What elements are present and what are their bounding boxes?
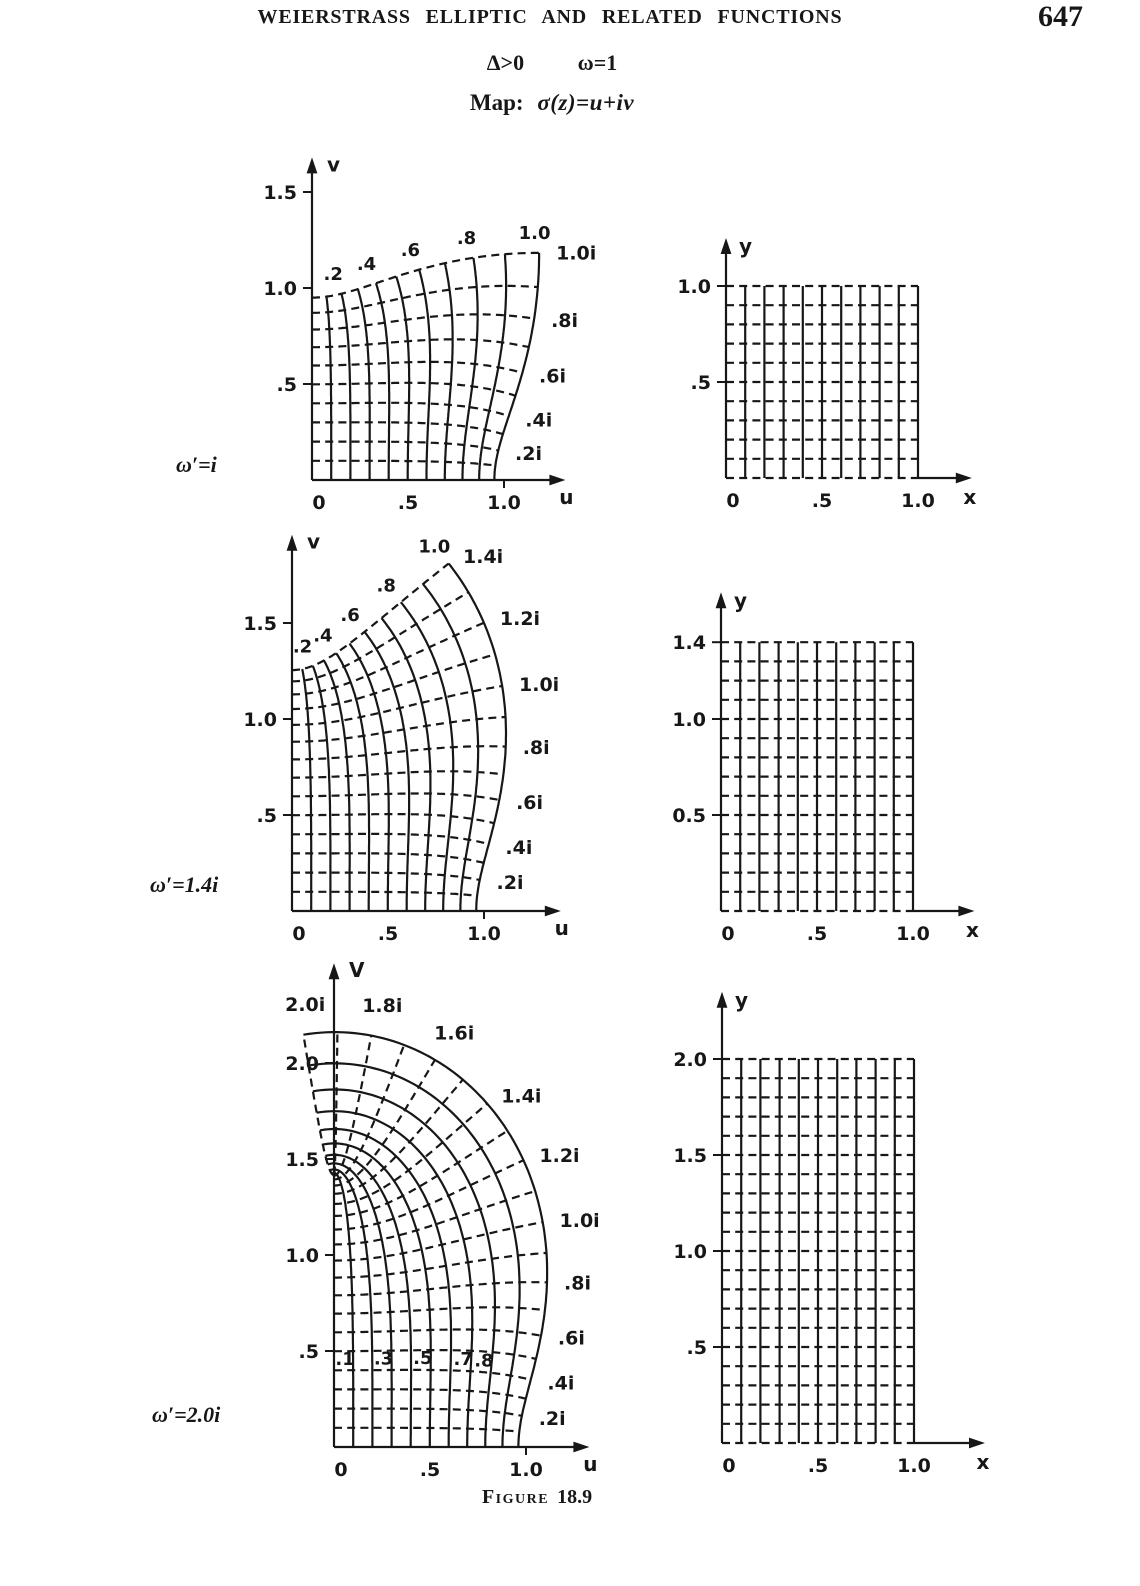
v-tick-label: 1.0 [263,278,297,300]
u-tick-label: 1.0 [487,492,521,514]
y-tick-label: 0.5 [672,805,706,827]
x-tick-label: .5 [806,923,828,945]
dashed-curve-label: .2i [496,872,524,894]
axis-arrowhead [721,238,732,254]
axis-arrowhead [716,592,727,608]
solid-curve-label: 1.0 [518,222,551,244]
solid-curve-label: .4 [313,625,333,647]
y-tick-label: 1.4 [672,632,706,655]
u-axis-label: u [554,916,569,940]
map-equation-prefix: Map: [469,90,524,115]
axis-arrowhead [549,475,565,486]
u-tick-label: 0 [334,1459,348,1481]
axis-arrowhead [545,906,561,917]
sigma-curve-imz-0.7 [312,339,529,347]
sigma-curve-imz-0.8 [334,1282,547,1295]
v-tick-label: 1.5 [243,613,277,635]
x-tick-label: 1.0 [897,1455,931,1477]
v-tick-label: .5 [256,805,277,827]
dashed-curve-label: 1.4i [463,546,504,568]
sigma-curve-imz-0.9 [334,1253,547,1278]
u-tick-label: .5 [397,492,419,514]
domain-grid-plot-1 [672,588,979,945]
domain-grid-plot-2 [673,988,989,1477]
v-tick-label: 1.0 [285,1245,319,1267]
solid-curve-label: .2 [292,636,313,658]
sigma-curve-imz-0.4 [312,403,509,416]
v-axis-label: V [349,958,365,983]
v-tick-label: 2.0 [285,1053,319,1075]
solid-curve-label: .5 [413,1348,433,1370]
u-tick-label: 1.0 [467,923,501,945]
sigma-curve-imz-0.8 [292,746,506,759]
solid-curve-label: .4 [356,253,377,275]
sigma-curve-rez-0.2 [313,666,331,911]
solid-curve-label: .7 [453,1349,473,1371]
page-header-title: WEIERSTRASS ELLIPTIC AND RELATED FUNCTIONS [257,6,843,28]
y-tick-label: 1.0 [673,1241,707,1263]
u-tick-label: 0 [292,923,306,945]
axis-arrowhead [717,992,728,1008]
sigma-curve-rez-0.6 [419,270,430,480]
u-tick-label: 1.0 [509,1459,543,1481]
map-plot-1 [243,530,569,945]
y-tick-label: .5 [686,1337,707,1359]
axis-arrowhead [956,473,972,484]
y-tick-label: 1.0 [672,709,706,731]
dashed-curve-label: .2i [515,443,542,465]
x-axis-label: x [965,918,979,942]
x-tick-label: .5 [807,1455,829,1477]
y-axis-label: y [739,234,753,258]
dashed-curve-label: 1.4i [501,1085,542,1108]
sigma-curve-imz-0.5 [312,383,516,396]
y-tick-label: 1.5 [673,1145,707,1167]
dashed-curve-label: .2i [538,1407,566,1430]
solid-curve-label: .6 [340,604,360,626]
solid-curve-label: .2 [323,264,343,285]
v-tick-label: 1.5 [285,1149,319,1171]
solid-curve-label: .3 [373,1348,394,1370]
axis-arrowhead [329,963,340,979]
sigma-curve-rez-0.4 [376,283,389,480]
row-label-omega-prime-2-0i: ω′=2.0i [152,1402,221,1427]
x-tick-label: 1.0 [901,490,935,512]
sigma-curve-rez-0.2 [342,294,351,480]
sigma-curve-imz-0.1 [292,892,477,896]
sigma-curve-rez-0.1 [326,297,331,480]
y-axis-label: y [735,987,749,1012]
sigma-curve-rez-0.7 [445,263,453,480]
dashed-curve-label: .8i [564,1272,591,1295]
sigma-curve-imz-0.5 [334,1350,536,1359]
y-axis-label: y [734,588,748,613]
solid-curve-label: .1 [335,1348,355,1370]
sigma-curve-imz-1.4 [292,564,449,671]
v-tick-label: .5 [276,374,297,396]
map-equation-formula: σ(z)=u+iv [537,90,635,115]
sigma-curve-imz-0.6 [292,793,499,800]
axis-arrowhead [287,535,298,551]
sigma-curve-imz-0.2 [334,1409,522,1416]
dashed-curve-label: .6i [516,791,544,814]
y-tick-label: .5 [690,372,711,394]
sigma-curve-imz-0.6 [334,1330,541,1336]
sigma-curve-imz-0.1 [312,461,495,466]
solid-curve-label: .8 [456,227,477,249]
x-tick-label: 0 [726,490,740,512]
dashed-curve-label: 1.0i [519,673,560,696]
sigma-curve-imz-0.7 [334,1307,545,1313]
sigma-curve-rez-0.3 [328,1163,392,1447]
dashed-curve-label: 1.0i [556,242,597,265]
y-tick-label: 1.0 [677,276,711,298]
omega-condition: ω=1 [577,50,618,75]
x-tick-label: .5 [811,490,833,512]
solid-curve-label: .6 [400,240,421,262]
axis-arrowhead [307,157,318,173]
x-axis-label: x [963,485,977,509]
sigma-curve-imz-0.2 [292,873,480,880]
v-axis-label: v [307,529,321,554]
sigma-dashed-curves-1 [292,564,506,896]
sigma-curve-imz-0.2 [312,442,498,451]
domain-grid-plot-0 [677,234,976,512]
solid-curve-label: .8 [376,575,396,597]
dashed-curve-label: .4i [525,409,553,432]
dashed-curve-label: 2.0i [285,994,326,1016]
sigma-curve-rez-0.1 [302,669,311,911]
u-axis-label: u [559,485,574,509]
v-tick-label: 1.0 [243,709,277,731]
dashed-curve-label: .6i [539,365,566,388]
row-label-omega-prime-1-4i: ω′=1.4i [150,872,219,897]
dashed-curve-label: 1.2i [539,1145,580,1168]
axis-arrowhead [958,906,974,917]
u-tick-label: .5 [419,1459,441,1481]
dashed-curve-label: 1.6i [434,1022,475,1045]
map-plot-0 [263,152,596,514]
y-tick-label: 2.0 [673,1049,707,1071]
sigma-curve-imz-0.4 [334,1370,531,1380]
u-tick-label: 0 [312,492,326,514]
dashed-curve-label: 1.8i [362,995,403,1018]
v-tick-label: 1.5 [263,182,297,204]
axis-arrowhead [573,1442,589,1453]
solid-curve-label: .8 [474,1350,494,1372]
solid-curve-label: 1.0 [418,536,451,558]
x-tick-label: 0 [721,923,735,945]
page-number: 647 [1038,0,1083,33]
delta-condition: Δ>0 [486,50,525,75]
axis-arrowhead [969,1438,985,1449]
dashed-curve-label: 1.2i [499,608,541,630]
x-tick-label: 1.0 [896,923,930,945]
v-axis-label: v [327,152,341,177]
dashed-curve-label: .8i [551,310,579,333]
figure-caption-number: 18.9 [557,1486,593,1508]
domain-horizontal-lines-2 [722,1059,914,1443]
map-plot-2 [285,958,600,1481]
sigma-curve-rez-0.5 [396,277,409,481]
x-axis-label: x [976,1450,990,1474]
dashed-curve-label: .4i [547,1372,575,1395]
u-axis-label: u [583,1452,598,1476]
sigma-curve-imz-0.1 [334,1428,519,1432]
sigma-curve-imz-0.5 [292,814,494,823]
v-tick-label: .5 [298,1341,319,1363]
figure-caption [387,1486,687,1509]
figure-caption-word: Figure [481,1486,550,1508]
sigma-solid-curves-0 [323,253,539,480]
x-tick-label: 0 [722,1455,736,1477]
sigma-curve-imz-0.6 [312,362,522,373]
sigma-curve-imz-0.4 [292,834,489,844]
dashed-curve-label: .8i [522,736,550,759]
sigma-solid-curves-1 [302,564,506,912]
dashed-curve-label: .6i [557,1327,585,1350]
sigma-curve-imz-0.7 [292,771,503,777]
dashed-curve-label: 1.0i [559,1210,600,1232]
u-tick-label: .5 [377,923,399,945]
row-label-omega-prime-i: ω′=i [176,452,217,477]
dashed-curve-label: .4i [505,836,533,859]
